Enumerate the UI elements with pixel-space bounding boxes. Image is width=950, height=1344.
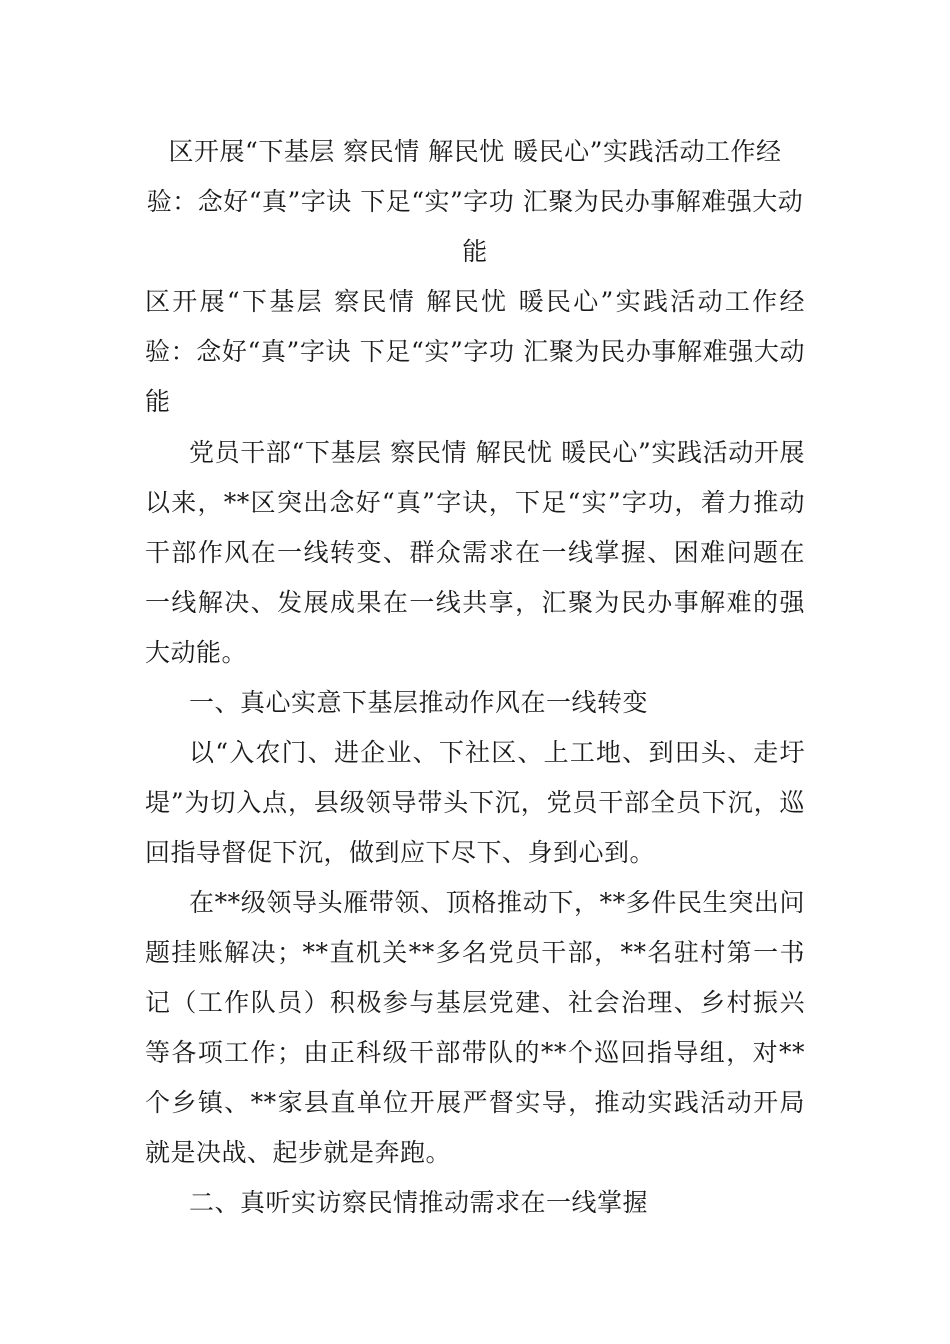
intro-paragraph: 党员干部“下基层 察民情 解民忧 暖民心”实践活动开展以来，**区突出念好“真”字诀，下足“实”字功，着力推动干部作风在一线转变、群众需求在一线掌握、困难问题在一线解决、发展成果在一线共享，汇聚为民办事解难的强大动能。 [145,438,805,667]
body-paragraph: 以“入农门、进企业、下社区、上工地、到田头、走圩堤”为切入点，县级领导带头下沉，党员干部全员下沉，巡回指导督促下沉，做到应下尽下、身到心到。 [145,738,805,867]
body-paragraph: 在**级领导头雁带领、顶格推动下，**多件民生突出问题挂账解决；**直机关**多名党员干部，**名驻村第一书记（工作队员）积极参与基层党建、社会治理、乡村振兴等各项工作；由正科级干部带队的**个巡回指导组，对**个乡镇、**家县直单位开展严督实导，推动实践活动开局就是决战、起步就是奔跑。 [145,888,805,1167]
section-heading-2: 二、真听实访察民情推动需求在一线掌握 [189,1188,649,1217]
document-title-repeat: 区开展“下基层 察民情 解民忧 暖民心”实践活动工作经验：念好“真”字诀 下足“实”字功 汇聚为民办事解难强大动能 [145,287,805,416]
section-heading-1: 一、真心实意下基层推动作风在一线转变 [189,688,649,717]
document-title: 区开展“下基层 察民情 解民忧 暖民心”实践活动工作经验：念好“真”字诀 下足“实”字功 汇聚为民办事解难强大动能 [146,137,804,266]
